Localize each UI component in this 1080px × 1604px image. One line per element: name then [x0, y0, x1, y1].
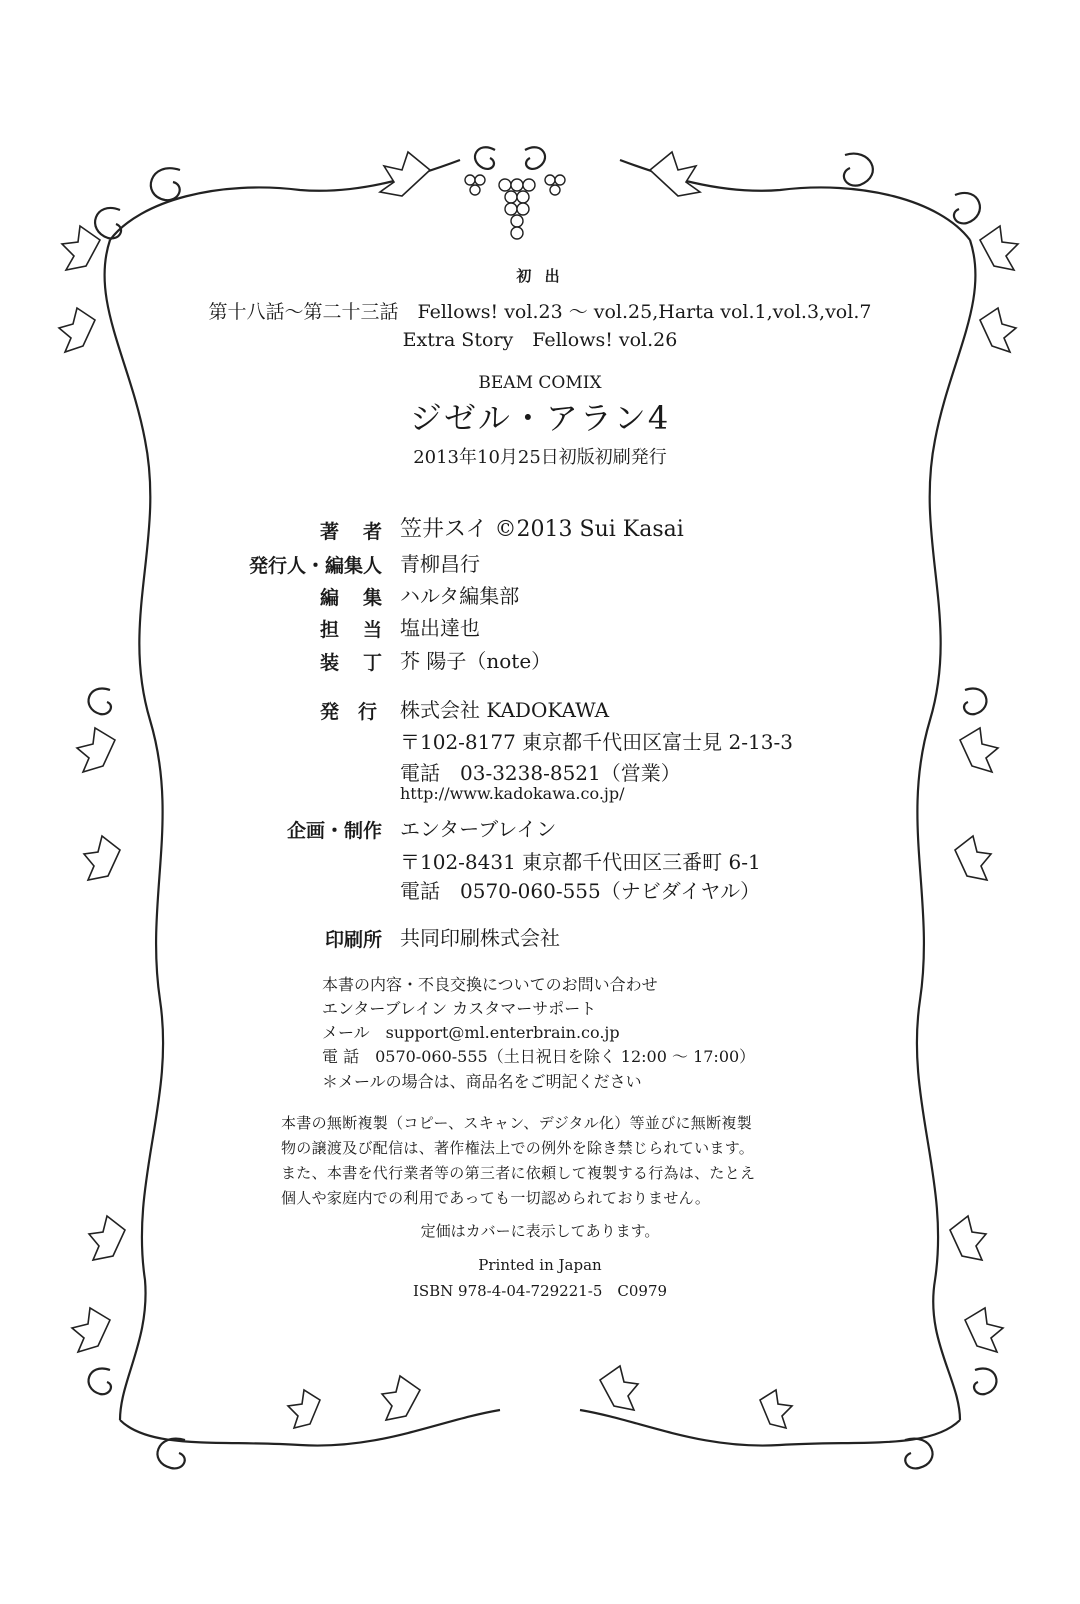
inquiry-phone: 電 話 0570-060-555（土日祝日を除く 12:00 〜 17:00） — [322, 1047, 756, 1066]
publisher-phone: 電話 03-3238-8521（営業） — [400, 761, 681, 785]
inquiry-line-2: エンターブレイン カスタマーサポート — [322, 999, 597, 1018]
notice-line-2: 物の譲渡及び配信は、著作権法上での例外を除き禁じられています。 — [281, 1139, 755, 1157]
notice-line-1: 本書の無断複製（コピー、スキャン、デジタル化）等並びに無断複製 — [281, 1114, 753, 1132]
printer-label: 印刷所 — [324, 929, 382, 951]
printed-in-japan: Printed in Japan — [478, 1256, 602, 1274]
inquiry-line-1: 本書の内容・不良交換についてのお問い合わせ — [322, 975, 658, 994]
producer-phone: 電話 0570-060-555（ナビダイヤル） — [400, 879, 761, 903]
printer-name: 共同印刷株式会社 — [400, 926, 560, 950]
publish-date: 2013年10月25日初版初刷発行 — [413, 447, 667, 468]
credit-label-editing: 編 集 — [320, 587, 382, 609]
inquiry-mail: メール support@ml.enterbrain.co.jp — [322, 1023, 620, 1042]
price-note: 定価はカバーに表示してあります。 — [420, 1222, 660, 1240]
credit-label-author: 著 者 — [320, 521, 382, 543]
producer-label: 企画・制作 — [286, 820, 382, 842]
imprint-label: BEAM COMIX — [478, 373, 602, 393]
credit-value-editing: ハルタ編集部 — [400, 584, 520, 608]
isbn: ISBN 978-4-04-729221-5 C0979 — [412, 1282, 668, 1300]
first-appearance-heading: 初 出 — [516, 267, 564, 285]
producer-name: エンターブレイン — [400, 817, 557, 841]
credit-value-design: 芥 陽子（note） — [400, 649, 552, 673]
credit-value-in-charge: 塩出達也 — [400, 616, 480, 640]
publisher-label: 発 行 — [320, 701, 378, 723]
first-appearance-line-1: 第十八話〜第二十三話 Fellows! vol.23 〜 vol.25,Harta vol.1,vol.3,vol.7 — [208, 301, 872, 323]
credit-value-author: 笠井スイ ©2013 Sui Kasai — [400, 517, 684, 542]
publisher-name: 株式会社 KADOKAWA — [400, 698, 610, 722]
notice-line-4: 個人や家庭内での利用であっても一切認められておりません。 — [281, 1189, 711, 1207]
credit-label-design: 装 丁 — [320, 652, 382, 674]
credit-label-publisher-editor: 発行人・編集人 — [248, 555, 382, 577]
publisher-address: 〒102-8177 東京都千代田区富士見 2-13-3 — [400, 730, 793, 754]
notice-line-3: また、本書を代行業者等の第三者に依頼して複製する行為は、たとえ — [281, 1164, 756, 1182]
book-title: ジゼル・アラン4 — [409, 399, 671, 437]
producer-address: 〒102-8431 東京都千代田区三番町 6-1 — [400, 850, 761, 874]
credit-label-in-charge: 担 当 — [320, 619, 382, 641]
inquiry-note: ＊メールの場合は、商品名をご明記ください — [322, 1072, 642, 1091]
credit-value-publisher-editor: 青柳昌行 — [400, 552, 480, 576]
first-appearance-line-2: Extra Story Fellows! vol.26 — [402, 329, 678, 351]
publisher-url: http://www.kadokawa.co.jp/ — [400, 784, 625, 803]
